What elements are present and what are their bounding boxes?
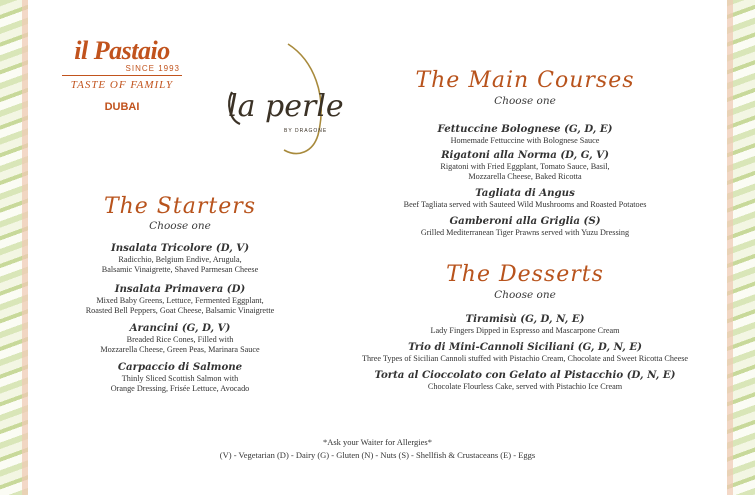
item-desc-line: Orange Dressing, Frisée Lettuce, Avocado [110, 384, 250, 393]
mains-subtitle: Choose one [494, 95, 556, 107]
mains-title: The Main Courses [415, 68, 635, 93]
menu-item-dessert-2 [320, 341, 730, 364]
menu-item-main-1 [360, 123, 690, 146]
item-name: Carpaccio di Salmone [117, 361, 243, 373]
brand-divider [62, 75, 182, 76]
item-name: Fettuccine Bolognese (G, D, E) [437, 123, 613, 135]
menu-item-starter-4 [55, 361, 305, 394]
item-name: Arancini (G, D, V) [129, 322, 231, 334]
menu-item-starter-2 [55, 283, 305, 316]
menu-item-dessert-3 [320, 369, 730, 392]
brand-name: il Pastaio [74, 36, 170, 65]
la-perle-wordmark: la perle [228, 89, 344, 124]
item-desc-line: Chocolate Flourless Cake, served with Pistachio Ice Cream [427, 382, 623, 391]
brand-tagline: TASTE OF FAMILY [70, 79, 174, 91]
item-name: Rigatoni alla Norma (D, G, V) [441, 149, 609, 161]
la-perle-sub: BY DRAGONE [284, 128, 328, 134]
item-desc-line: Lady Fingers Dipped in Espresso and Mascarpone Cream [430, 326, 620, 335]
allergy-note: *Ask your Waiter for Allergies* [322, 437, 432, 447]
left-floral-border [0, 0, 28, 495]
item-desc-line: Grilled Mediterranean Tiger Prawns served with Yuzu Dressing [420, 228, 630, 237]
item-name: Trio di Mini-Cannoli Siciliani (G, D, N, E) [408, 341, 642, 353]
item-desc-line: Roasted Bell Peppers, Goat Cheese, Balsamic Vinaigrette [85, 306, 275, 315]
menu-item-starter-3 [55, 322, 305, 355]
starters-title: The Starters [103, 194, 257, 219]
item-desc-line: Mozzarella Cheese, Green Peas, Marinara Sauce [100, 345, 260, 354]
menu-item-main-2 [360, 149, 690, 182]
il-pastaio-logo [56, 38, 188, 113]
menu-item-starter-1 [55, 242, 305, 275]
item-name: Insalata Tricolore (D, V) [110, 242, 250, 254]
desserts-subtitle: Choose one [494, 289, 556, 301]
menu-item-main-3 [360, 187, 690, 210]
item-desc-line: Thinly Sliced Scottish Salmon with [121, 374, 239, 383]
brand-city: DUBAI [104, 101, 140, 113]
brand-since: SINCE 1993 [125, 64, 180, 73]
item-desc-line: Radicchio, Belgium Endive, Arugula, [118, 255, 242, 264]
allergen-legend: (V) - Vegetarian (D) - Dairy (G) - Gluten (N) - Nuts (S) - Shellfish & Crustaceans (E) - Eggs [219, 450, 536, 460]
item-name: Gamberoni alla Griglia (S) [449, 215, 601, 227]
item-desc-line: Mozzarella Cheese, Baked Ricotta [468, 172, 582, 181]
item-name: Tiramisù (G, D, N, E) [465, 313, 585, 325]
menu-item-main-4 [360, 215, 690, 238]
item-desc-line: Mixed Baby Greens, Lettuce, Fermented Eggplant, [96, 296, 264, 305]
item-desc-line: Balsamic Vinaigrette, Shaved Parmesan Cheese [101, 265, 259, 274]
item-desc-line: Rigatoni with Fried Eggplant, Tomato Sauce, Basil, [440, 162, 610, 171]
menu-item-dessert-1 [320, 313, 730, 336]
item-name: Insalata Primavera (D) [114, 283, 246, 295]
item-desc-line: Homemade Fettuccine with Bolognese Sauce [450, 136, 600, 145]
starters-subtitle: Choose one [149, 220, 211, 232]
item-name: Torta al Cioccolato con Gelato al Pistacchio (D, N, E) [374, 369, 676, 381]
la-perle-logo-graphic [218, 40, 346, 160]
desserts-title: The Desserts [446, 262, 604, 287]
item-desc-line: Beef Tagliata served with Sauteed Wild Mushrooms and Roasted Potatoes [403, 200, 647, 209]
right-floral-border [727, 0, 755, 495]
la-perle-logo [218, 40, 346, 160]
item-name: Tagliata di Angus [475, 187, 575, 199]
item-desc-line: Three Types of Sicilian Cannoli stuffed with Pistachio Cream, Chocolate and Sweet Ricotta Cheese [361, 354, 689, 363]
item-desc-line: Breaded Rice Cones, Filled with [126, 335, 234, 344]
